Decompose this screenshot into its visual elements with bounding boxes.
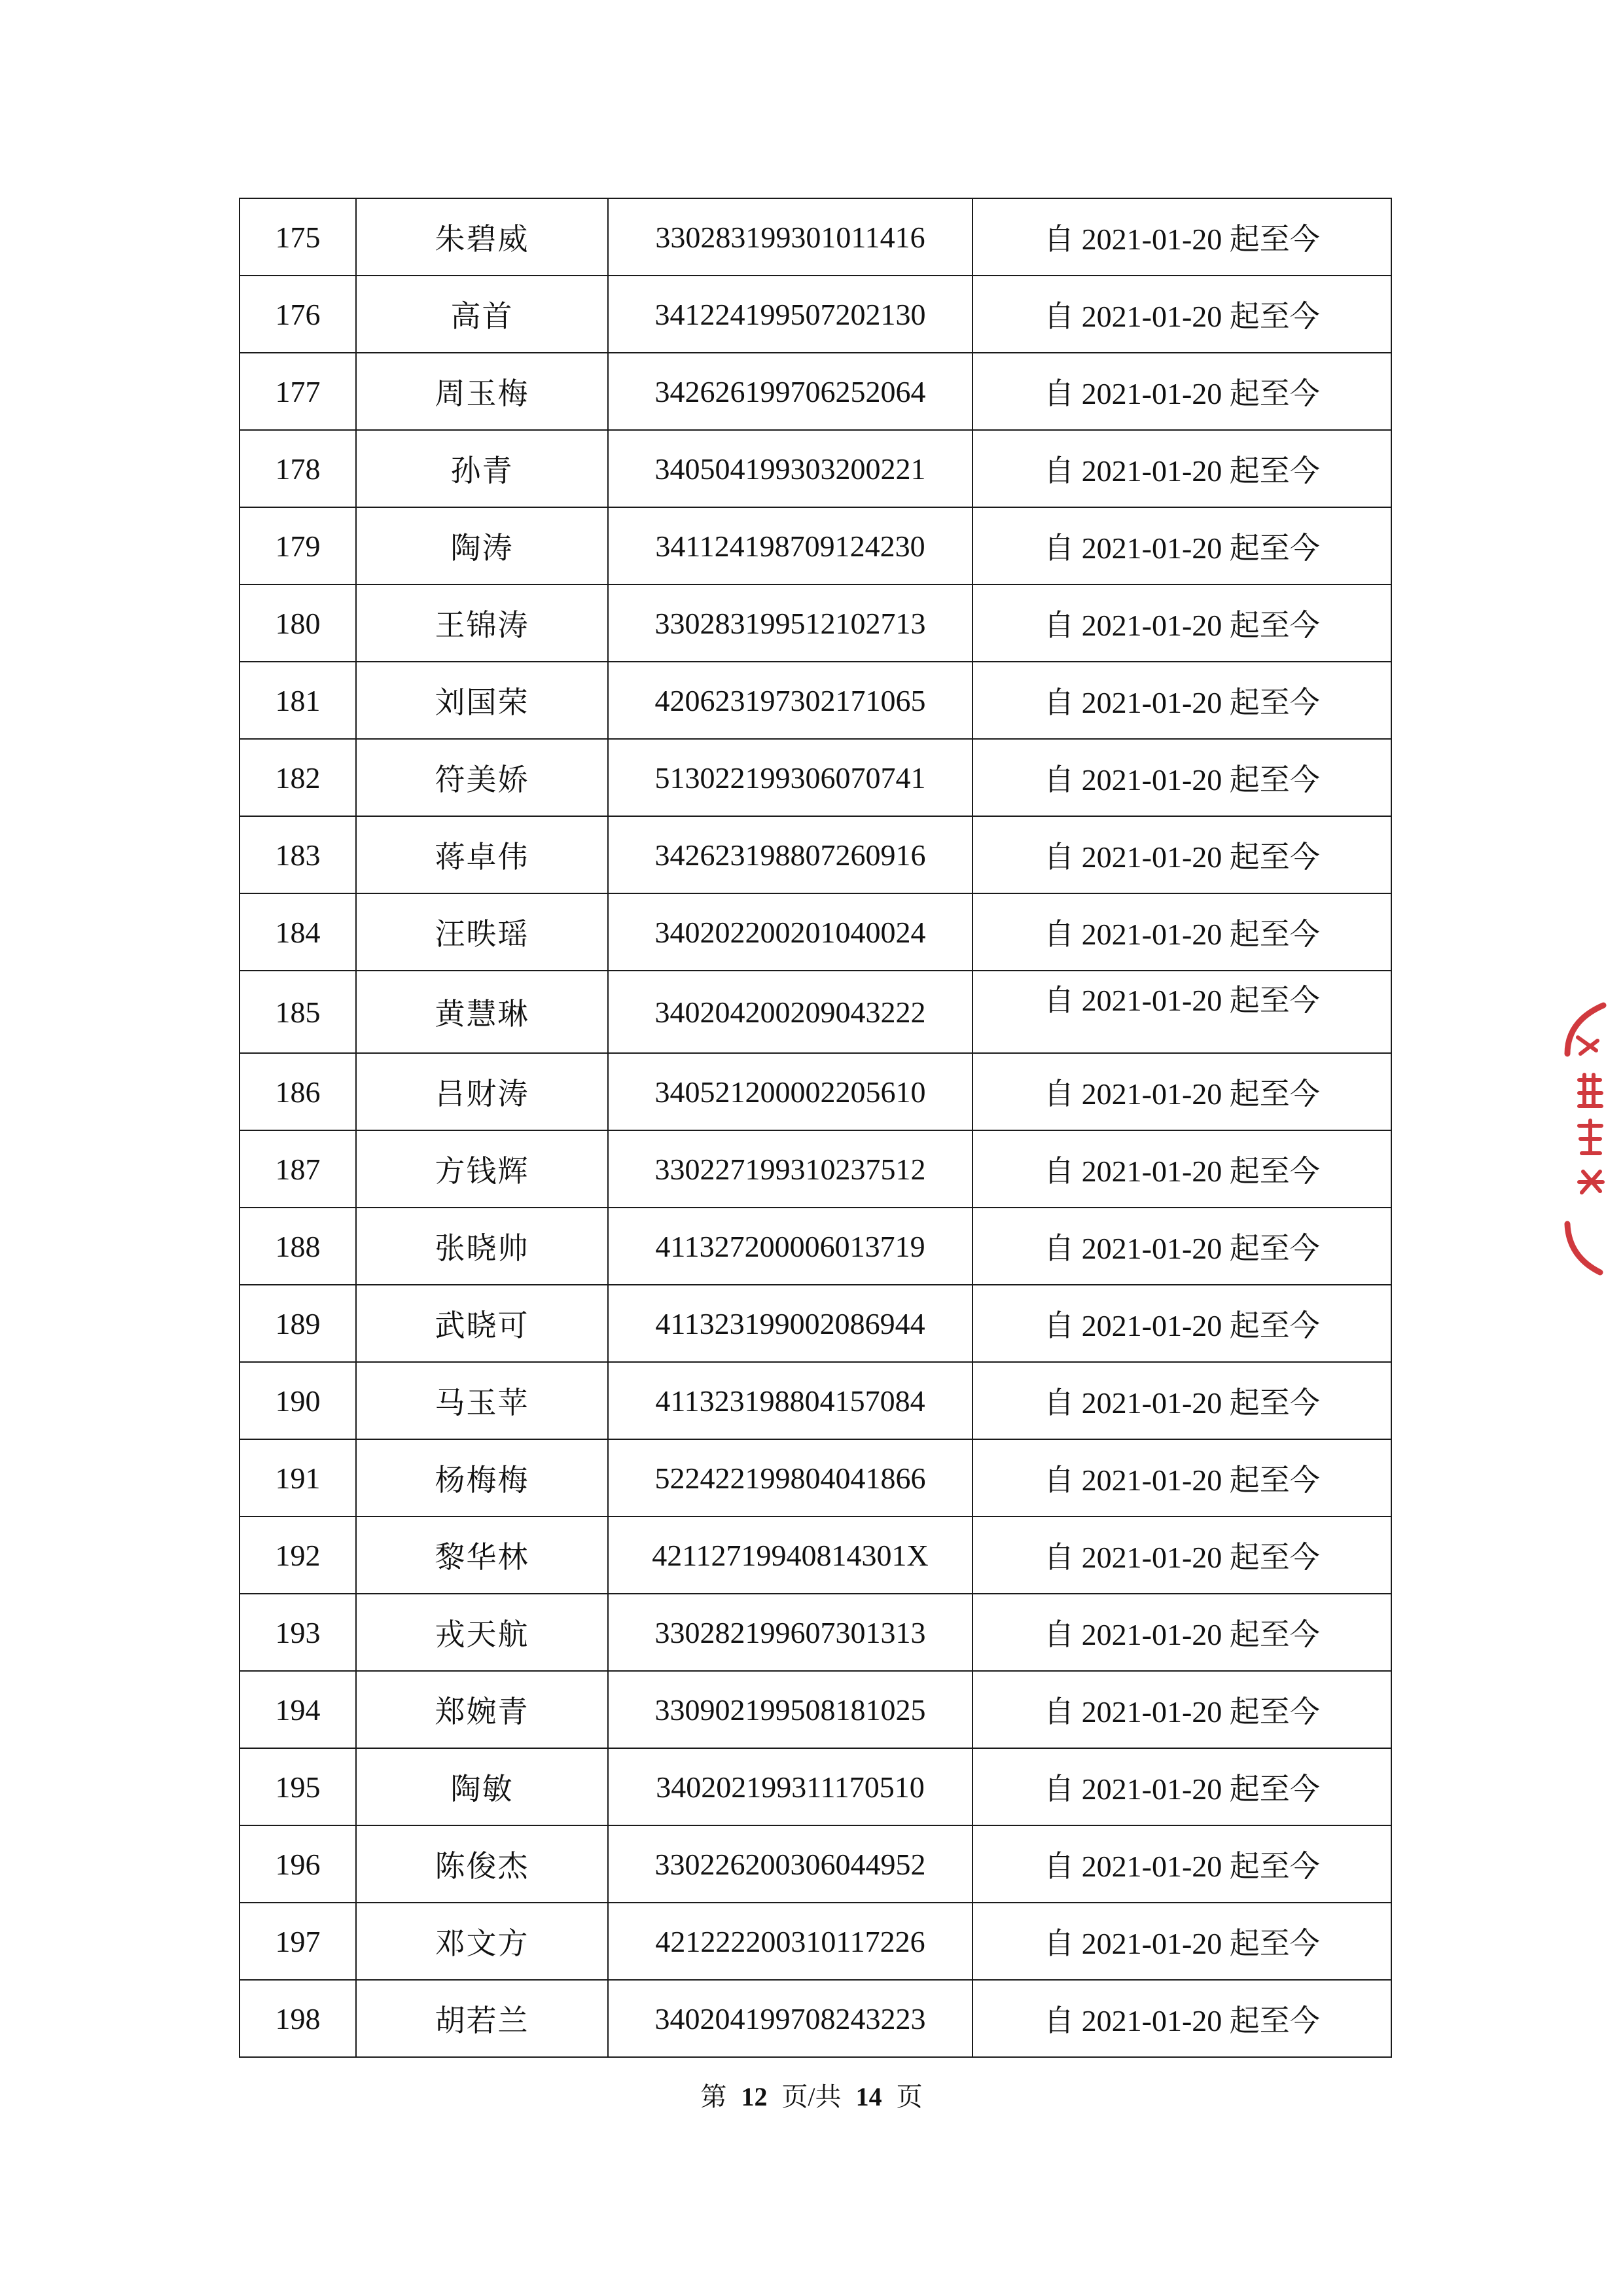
start-period: 自 2021-01-20 起至今 bbox=[972, 507, 1391, 584]
row-index: 194 bbox=[240, 1671, 356, 1748]
row-index: 175 bbox=[240, 198, 356, 276]
id-number: 420623197302171065 bbox=[608, 662, 972, 739]
id-number: 411323198804157084 bbox=[608, 1362, 972, 1439]
id-number: 340504199303200221 bbox=[608, 430, 972, 507]
row-index: 189 bbox=[240, 1285, 356, 1362]
id-number: 341124198709124230 bbox=[608, 507, 972, 584]
table-row bbox=[240, 1439, 1391, 1516]
page-footer-middle: 页/共 bbox=[781, 2082, 842, 2111]
start-period: 自 2021-01-20 起至今 bbox=[972, 1594, 1391, 1671]
person-name: 刘国荣 bbox=[356, 662, 608, 739]
start-period: 自 2021-01-20 起至今 bbox=[972, 353, 1391, 430]
row-index: 177 bbox=[240, 353, 356, 430]
table-row bbox=[240, 1285, 1391, 1362]
id-number: 340202200201040024 bbox=[608, 893, 972, 971]
start-period: 自 2021-01-20 起至今 bbox=[972, 1748, 1391, 1825]
table-row bbox=[240, 1362, 1391, 1439]
total-pages-number: 14 bbox=[855, 2082, 882, 2111]
row-index: 179 bbox=[240, 507, 356, 584]
start-period: 自 2021-01-20 起至今 bbox=[972, 430, 1391, 507]
person-name: 张晓帅 bbox=[356, 1208, 608, 1285]
page-footer bbox=[0, 2076, 1623, 2113]
table-row bbox=[240, 971, 1391, 1053]
row-index: 181 bbox=[240, 662, 356, 739]
id-number: 421222200310117226 bbox=[608, 1903, 972, 1980]
person-name: 孙青 bbox=[356, 430, 608, 507]
table-row bbox=[240, 1053, 1391, 1130]
row-index: 178 bbox=[240, 430, 356, 507]
person-name: 马玉苹 bbox=[356, 1362, 608, 1439]
start-period: 自 2021-01-20 起至今 bbox=[972, 816, 1391, 893]
roster-table bbox=[239, 198, 1392, 2058]
start-period: 自 2021-01-20 起至今 bbox=[972, 198, 1391, 276]
red-seal-stamp bbox=[1554, 1001, 1623, 1276]
page-footer-suffix: 页 bbox=[896, 2082, 923, 2111]
person-name: 吕财涛 bbox=[356, 1053, 608, 1130]
table-row bbox=[240, 1903, 1391, 1980]
person-name: 邓文方 bbox=[356, 1903, 608, 1980]
table-row bbox=[240, 353, 1391, 430]
table-row bbox=[240, 1594, 1391, 1671]
start-period: 自 2021-01-20 起至今 bbox=[972, 1903, 1391, 1980]
person-name: 黎华林 bbox=[356, 1516, 608, 1594]
person-name: 陶敏 bbox=[356, 1748, 608, 1825]
person-name: 朱碧威 bbox=[356, 198, 608, 276]
roster-table-body bbox=[240, 198, 1391, 2057]
row-index: 192 bbox=[240, 1516, 356, 1594]
row-index: 184 bbox=[240, 893, 356, 971]
table-row bbox=[240, 507, 1391, 584]
table-row bbox=[240, 1671, 1391, 1748]
person-name: 汪昳瑶 bbox=[356, 893, 608, 971]
row-index: 197 bbox=[240, 1903, 356, 1980]
id-number: 411323199002086944 bbox=[608, 1285, 972, 1362]
row-index: 185 bbox=[240, 971, 356, 1053]
row-index: 176 bbox=[240, 276, 356, 353]
id-number: 330226200306044952 bbox=[608, 1825, 972, 1903]
person-name: 王锦涛 bbox=[356, 584, 608, 662]
person-name: 陶涛 bbox=[356, 507, 608, 584]
table-row bbox=[240, 584, 1391, 662]
person-name: 戎天航 bbox=[356, 1594, 608, 1671]
person-name: 胡若兰 bbox=[356, 1980, 608, 2057]
id-number: 522422199804041866 bbox=[608, 1439, 972, 1516]
id-number: 42112719940814301X bbox=[608, 1516, 972, 1594]
row-index: 186 bbox=[240, 1053, 356, 1130]
row-index: 183 bbox=[240, 816, 356, 893]
start-period: 自 2021-01-20 起至今 bbox=[972, 739, 1391, 816]
row-index: 182 bbox=[240, 739, 356, 816]
page-footer-prefix: 第 bbox=[700, 2082, 727, 2111]
start-period: 自 2021-01-20 起至今 bbox=[972, 971, 1391, 1053]
roster-table-container bbox=[239, 198, 1391, 2058]
start-period: 自 2021-01-20 起至今 bbox=[972, 276, 1391, 353]
start-period: 自 2021-01-20 起至今 bbox=[972, 1362, 1391, 1439]
id-number: 330283199301011416 bbox=[608, 198, 972, 276]
start-period: 自 2021-01-20 起至今 bbox=[972, 893, 1391, 971]
id-number: 341224199507202130 bbox=[608, 276, 972, 353]
person-name: 杨梅梅 bbox=[356, 1439, 608, 1516]
table-row bbox=[240, 893, 1391, 971]
id-number: 330902199508181025 bbox=[608, 1671, 972, 1748]
id-number: 340521200002205610 bbox=[608, 1053, 972, 1130]
row-index: 191 bbox=[240, 1439, 356, 1516]
person-name: 方钱辉 bbox=[356, 1130, 608, 1208]
start-period: 自 2021-01-20 起至今 bbox=[972, 1671, 1391, 1748]
id-number: 340204200209043222 bbox=[608, 971, 972, 1053]
table-row bbox=[240, 1130, 1391, 1208]
table-row bbox=[240, 430, 1391, 507]
id-number: 330283199512102713 bbox=[608, 584, 972, 662]
start-period: 自 2021-01-20 起至今 bbox=[972, 1825, 1391, 1903]
row-index: 196 bbox=[240, 1825, 356, 1903]
table-row bbox=[240, 1980, 1391, 2057]
id-number: 342626199706252064 bbox=[608, 353, 972, 430]
person-name: 周玉梅 bbox=[356, 353, 608, 430]
row-index: 180 bbox=[240, 584, 356, 662]
row-index: 193 bbox=[240, 1594, 356, 1671]
person-name: 郑婉青 bbox=[356, 1671, 608, 1748]
table-row bbox=[240, 816, 1391, 893]
id-number: 330282199607301313 bbox=[608, 1594, 972, 1671]
person-name: 蒋卓伟 bbox=[356, 816, 608, 893]
current-page-number: 12 bbox=[741, 2082, 768, 2111]
start-period: 自 2021-01-20 起至今 bbox=[972, 1208, 1391, 1285]
start-period: 自 2021-01-20 起至今 bbox=[972, 1053, 1391, 1130]
start-period: 自 2021-01-20 起至今 bbox=[972, 1439, 1391, 1516]
table-row bbox=[240, 1516, 1391, 1594]
start-period: 自 2021-01-20 起至今 bbox=[972, 584, 1391, 662]
id-number: 342623198807260916 bbox=[608, 816, 972, 893]
row-index: 187 bbox=[240, 1130, 356, 1208]
start-period: 自 2021-01-20 起至今 bbox=[972, 1980, 1391, 2057]
person-name: 陈俊杰 bbox=[356, 1825, 608, 1903]
table-row bbox=[240, 739, 1391, 816]
row-index: 188 bbox=[240, 1208, 356, 1285]
start-period: 自 2021-01-20 起至今 bbox=[972, 1285, 1391, 1362]
table-row bbox=[240, 1208, 1391, 1285]
person-name: 符美娇 bbox=[356, 739, 608, 816]
row-index: 195 bbox=[240, 1748, 356, 1825]
start-period: 自 2021-01-20 起至今 bbox=[972, 1516, 1391, 1594]
table-row bbox=[240, 1748, 1391, 1825]
person-name: 武晓可 bbox=[356, 1285, 608, 1362]
row-index: 198 bbox=[240, 1980, 356, 2057]
person-name: 高首 bbox=[356, 276, 608, 353]
table-row bbox=[240, 662, 1391, 739]
start-period: 自 2021-01-20 起至今 bbox=[972, 1130, 1391, 1208]
start-period: 自 2021-01-20 起至今 bbox=[972, 662, 1391, 739]
id-number: 340202199311170510 bbox=[608, 1748, 972, 1825]
id-number: 411327200006013719 bbox=[608, 1208, 972, 1285]
row-index: 190 bbox=[240, 1362, 356, 1439]
id-number: 340204199708243223 bbox=[608, 1980, 972, 2057]
id-number: 513022199306070741 bbox=[608, 739, 972, 816]
id-number: 330227199310237512 bbox=[608, 1130, 972, 1208]
table-row bbox=[240, 198, 1391, 276]
table-row bbox=[240, 1825, 1391, 1903]
person-name: 黄慧琳 bbox=[356, 971, 608, 1053]
table-row bbox=[240, 276, 1391, 353]
